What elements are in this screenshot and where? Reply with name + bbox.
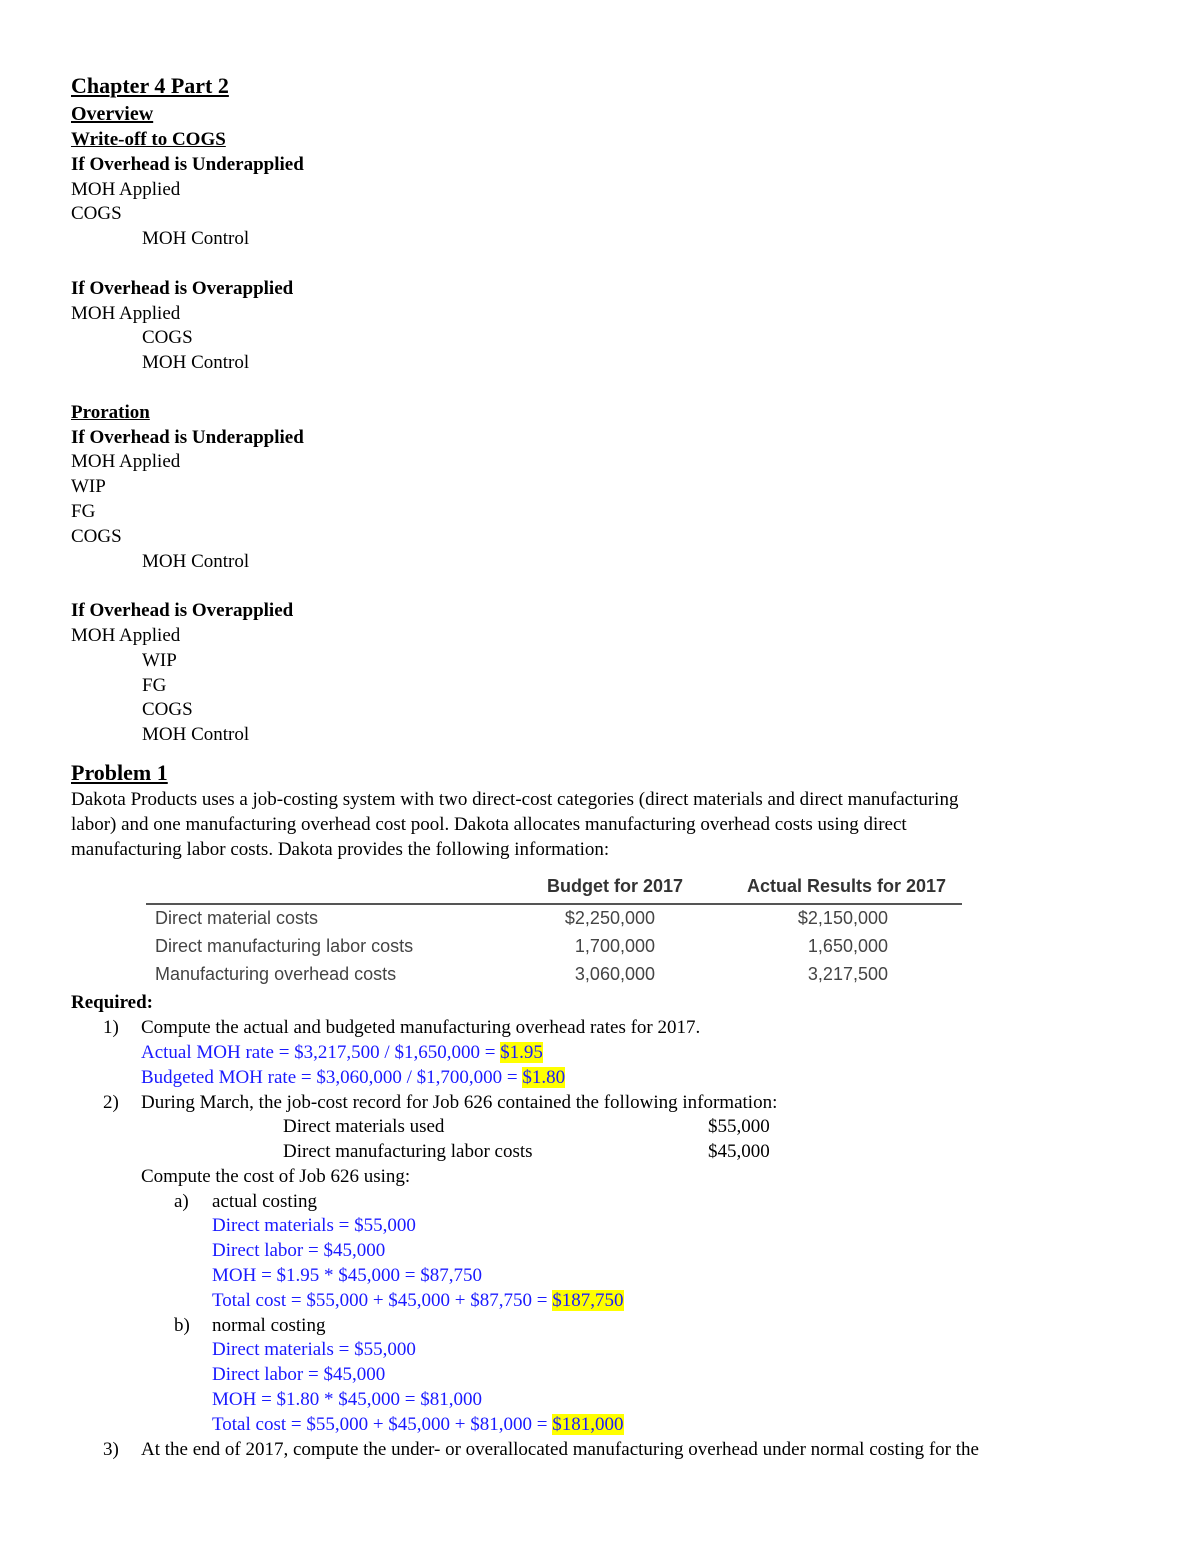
answer-line: Direct materials = $55,000 [212, 1215, 416, 1237]
highlighted-answer: $1.80 [522, 1066, 566, 1088]
chapter-title: Chapter 4 Part 2 [71, 73, 229, 98]
compute-instruction: Compute the cost of Job 626 using: [141, 1165, 411, 1187]
journal-debit: MOH Applied [71, 302, 181, 324]
sub-question-letter: b) [174, 1314, 190, 1336]
journal-debit: MOH Applied [71, 178, 181, 200]
table-header-actual: Actual Results for 2017 [747, 876, 947, 897]
answer-line: Direct materials = $55,000 [212, 1339, 416, 1361]
question-text: During March, the job-cost record for Job 626 contained the following information: [141, 1091, 778, 1113]
question-number: 3) [103, 1438, 119, 1460]
journal-credit: WIP [142, 649, 177, 671]
table-cell-actual: 1,650,000 [807, 936, 888, 957]
journal-credit: FG [142, 674, 167, 696]
problem-title: Problem 1 [71, 759, 168, 785]
proration-heading: Proration [71, 401, 150, 423]
answer-total: Total cost = $55,000 + $45,000 + $81,000 = $181,000 [212, 1413, 624, 1435]
sub-question-text: actual costing [212, 1190, 317, 1212]
journal-debit: FG [71, 500, 96, 522]
job-record-row [71, 1140, 1131, 1165]
question-text: Compute the actual and budgeted manufacturing overhead rates for 2017. [141, 1017, 701, 1039]
journal-debit: MOH Applied [71, 451, 181, 473]
proration-under-heading: If Overhead is Underapplied [71, 426, 304, 448]
job-record-row [71, 1115, 1131, 1140]
cost-table [71, 862, 1131, 985]
answer-line: Direct labor = $45,000 [212, 1364, 386, 1386]
journal-credit: MOH Control [142, 352, 250, 374]
writeoff-heading: Write-off to COGS [71, 129, 226, 150]
table-cell-budget: $2,250,000 [564, 908, 655, 929]
table-row-label: Direct manufacturing labor costs [155, 936, 414, 957]
table-cell-budget: 1,700,000 [574, 936, 655, 957]
journal-debit: WIP [71, 476, 106, 498]
journal-credit: COGS [142, 327, 193, 349]
answer-line: Direct labor = $45,000 [212, 1240, 386, 1262]
table-row-label: Direct material costs [155, 908, 319, 929]
question-number: 1) [103, 1017, 119, 1039]
question-2 [71, 1091, 1131, 1116]
job-record-label: Direct materials used [283, 1116, 445, 1138]
journal-debit: COGS [71, 203, 122, 225]
job-record-value: $45,000 [708, 1141, 770, 1163]
table-cell-budget: 3,060,000 [574, 964, 655, 985]
highlighted-answer: $1.95 [500, 1041, 543, 1063]
journal-debit: COGS [71, 525, 122, 547]
journal-credit: MOH Control [142, 724, 250, 746]
journal-credit: MOH Control [142, 228, 250, 250]
writeoff-over-heading: If Overhead is Overapplied [71, 277, 294, 299]
sub-question-b [71, 1314, 1131, 1339]
problem-intro-line: Dakota Products uses a job-costing system with two direct-cost categories (direct materials and direct manufacturing [71, 788, 959, 810]
document-page [71, 72, 1131, 1462]
question-1 [71, 1016, 1131, 1041]
table-row-label: Manufacturing overhead costs [155, 964, 397, 985]
answer-budgeted-rate: Budgeted MOH rate = $3,060,000 / $1,700,000 = $1.80 [141, 1066, 566, 1088]
required-heading: Required: [71, 992, 153, 1014]
journal-debit: MOH Applied [71, 624, 181, 646]
problem-intro-line: manufacturing labor costs. Dakota provides the following information: [71, 838, 610, 860]
question-number: 2) [103, 1091, 119, 1113]
proration-over-heading: If Overhead is Overapplied [71, 600, 294, 622]
table-header-rule [146, 903, 962, 905]
job-record-label: Direct manufacturing labor costs [283, 1141, 533, 1163]
highlighted-answer: $187,750 [552, 1289, 624, 1311]
journal-credit: MOH Control [142, 550, 250, 572]
answer-line: MOH = $1.95 * $45,000 = $87,750 [212, 1265, 483, 1287]
question-text: At the end of 2017, compute the under- or overallocated manufacturing overhead under normal costing for the [141, 1438, 979, 1460]
question-3 [71, 1438, 1131, 1463]
highlighted-answer: $181,000 [552, 1413, 624, 1435]
problem-intro-line: labor) and one manufacturing overhead cost pool. Dakota allocates manufacturing overhead costs using direct [71, 813, 907, 835]
sub-question-text: normal costing [212, 1314, 326, 1336]
answer-actual-rate: Actual MOH rate = $3,217,500 / $1,650,000 = $1.95 [141, 1041, 543, 1063]
answer-line: MOH = $1.80 * $45,000 = $81,000 [212, 1389, 483, 1411]
table-cell-actual: 3,217,500 [807, 964, 888, 985]
writeoff-under-heading: If Overhead is Underapplied [71, 153, 304, 175]
job-record-value: $55,000 [708, 1116, 770, 1138]
overview-heading: Overview [71, 103, 154, 125]
journal-credit: COGS [142, 699, 193, 721]
answer-total: Total cost = $55,000 + $45,000 + $87,750 = $187,750 [212, 1289, 624, 1311]
sub-question-letter: a) [174, 1190, 189, 1212]
table-cell-actual: $2,150,000 [797, 908, 888, 929]
table-header-budget: Budget for 2017 [547, 876, 684, 897]
sub-question-a [71, 1190, 1131, 1215]
